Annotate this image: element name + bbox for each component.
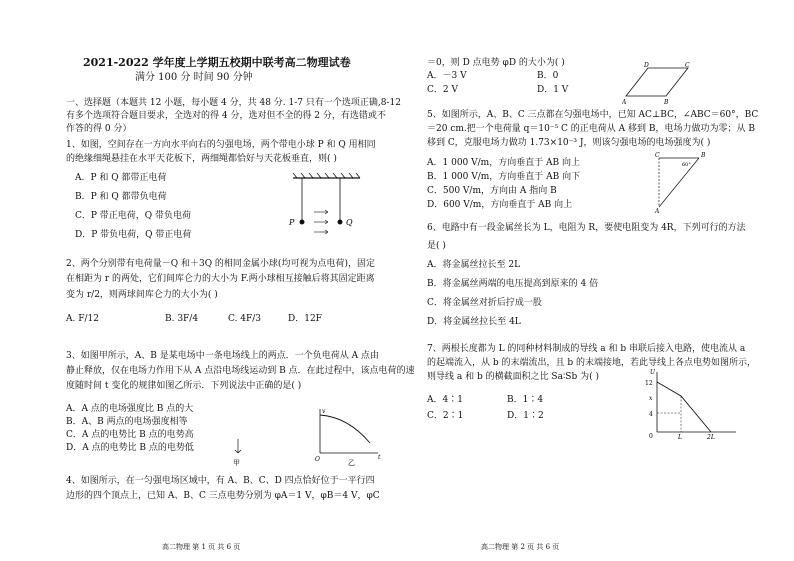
page-footer: 高二物理 第 1 页 共 6 页 [162,543,241,551]
question-2-option-c: C. 4F/3 [228,314,262,324]
question-4-stem: 边形的四个顶点上，已知 A、B、C 三点电势分别为 φA＝1 V，φB＝4 V，φC [66,491,380,501]
question-5-stem: 移到 C，克服电场力做功 1.73×10⁻³ J，则该匀强电场的电场强度为( ) [427,138,711,148]
question-2-stem: 在相距为 r 的两处，它们间库仑力的大小为 F.两小球相互接触后将其固定距离 [66,274,375,284]
svg-text:U: U [650,369,656,376]
section-instructions-line: 一、选择题（本题共 12 小题，每小题 4 分，共 48 分. 1-7 只有一个选项正确,8-12 [66,98,401,108]
svg-text:x: x [649,395,653,402]
svg-text:A: A [622,99,627,104]
question-4-figure [622,60,692,104]
question-3-option-d: D．A 点的电势比 B 点的电势低 [66,443,194,453]
question-4-option-c: C．2 V [427,85,458,95]
svg-text:60°: 60° [682,162,691,168]
axis-label-t: t [378,454,381,461]
page-2 [397,0,794,561]
question-6-option-a: A．将金属丝拉长至 2L [427,260,521,270]
question-5-option-d: D．600 V/m，方向垂直于 AB 向上 [427,200,573,210]
question-5-option-c: C．500 V/m，方向由 A 指向 B [427,186,557,196]
question-3-stem: 静止释放，仅在电场力作用下从 A 点沿电场线运动到 B 点．在此过程中，该点电荷的速 [66,366,415,376]
svg-text:2L: 2L [707,434,715,440]
svg-text:L: L [678,434,682,440]
question-5-option-b: B．1 000 V/m，方向垂直于 AB 向下 [427,172,581,182]
figure-label-jia: 甲 [233,459,240,467]
question-1-option-a: A．P 和 Q 都带正电荷 [75,173,167,183]
question-2-option-a: A. F/12 [66,314,99,324]
question-7-option-d: D．1∶2 [507,411,544,421]
question-2-stem: 变为 r/2，则两球间库仑力的大小为( ) [66,290,218,300]
question-1-option-b: B．P 和 Q 都带负电荷 [75,192,167,202]
question-4-option-b: B．0 [537,71,559,81]
svg-text:A: A [655,208,660,214]
question-7-figure [641,368,741,440]
question-2-option-b: B. 3F/4 [165,314,199,324]
exam-title: 2021-2022 学年度上学期五校期中联考高二物理试卷 [83,56,351,69]
question-6-option-c: C．将金属丝对折后拧成一股 [427,298,542,308]
question-6-stem: 是( ) [427,241,446,251]
question-3-option-c: C．A 点的电势比 B 点的电势高 [66,430,194,440]
svg-text:B: B [701,152,706,159]
question-3-option-a: A．A 点的电场强度比 B 点的大 [66,404,194,414]
exam-subtitle: 满分 100 分 时间 90 分钟 [135,72,253,83]
question-4-option-d: D．1 V [537,85,569,95]
question-1-stem: 1、如图，空间存在一方向水平向右的匀强电场，两个带电小球 P 和 Q 用相同 [66,140,376,150]
svg-text:B: B [664,99,669,104]
question-5-figure [649,152,709,214]
label-p: P [289,218,295,227]
label-q: Q [346,218,353,227]
question-5-stem: ＝20 cm.把一个电荷量 q＝10⁻⁵ C 的正电荷从 A 移到 B，电场力做功为零；从 B [427,124,755,134]
svg-text:C: C [655,152,660,159]
question-3-stem: 度随时间 t 变化的规律如图乙所示．下列说法中正确的是( ) [66,381,302,391]
svg-text:C: C [685,62,690,69]
question-4-stem: 4、如图所示，在一匀强电场区域中，有 A、B、C、D 四点恰好位于一平行四 [66,476,375,486]
question-3-stem: 3、如图甲所示，A、B 是某电场中一条电场线上的两点．一个负电荷从 A 点由 [66,351,379,361]
figure-label-yi: 乙 [348,459,355,467]
svg-text:D: D [644,62,649,69]
section-instructions-line: 有多个选项符合题目要求，全选对的得 4 分，选对但不全的得 2 分，有选错或不 [66,111,386,121]
question-6-stem: 6、电路中有一段金属丝长为 L，电阻为 R，要使电阻变为 4R，下列可行的方法 [427,223,746,233]
question-7-option-c: C．2∶1 [427,411,464,421]
question-3-figure [220,405,390,467]
question-1-figure [288,172,368,242]
axis-label-v: v [322,408,326,415]
page-footer: 高二物理 第 2 页 共 6 页 [481,543,560,551]
question-5-stem: 5、如图所示，A、B、C 三点都在匀强电场中，已知 AC⊥BC，∠ABC＝60°，BC [427,110,759,120]
question-4-continued: ＝0，则 D 点电势 φD 的大小为( ) [427,58,565,68]
question-7-option-b: B．1∶4 [507,395,544,405]
question-1-option-c: C．P 带正电荷，Q 带负电荷 [75,211,192,221]
axis-origin: O [315,456,320,463]
question-7-stem: 则导线 a 和 b 的横截面积之比 Sa∶Sb 为( ) [427,372,599,382]
question-1-option-d: D．P 带负电荷，Q 带正电荷 [75,230,192,240]
section-instructions-line: 作答的得 0 分） [66,124,132,134]
question-1-stem: 的绝缘细绳悬挂在水平天花板下，两细绳都恰好与天花板垂直，则( ) [66,154,337,164]
svg-text:0: 0 [649,433,653,440]
svg-text:12: 12 [645,380,653,387]
question-7-option-a: A．4∶1 [427,395,463,405]
question-2-option-d: D．12F [288,314,322,324]
question-7-stem: 的起端流入，从 b 的末端流出，且 b 的末端接地，若此导线上各点电势如图所示， [427,358,756,368]
question-7-stem: 7、两根长度都为 L 的同种材料制成的导线 a 和 b 串联后接入电路，使电流从 a [427,344,746,354]
question-5-option-a: A．1 000 V/m，方向垂直于 AB 向上 [427,158,581,168]
question-6-option-b: B．将金属丝两端的电压提高到原来的 4 倍 [427,279,599,289]
question-4-option-a: A．－3 V [427,71,467,81]
question-6-option-d: D．将金属丝拉长至 4L [427,317,521,327]
svg-text:4: 4 [649,411,653,418]
question-3-option-b: B．A、B 两点的电场强度相等 [66,417,188,427]
question-2-stem: 2、两个分别带有电荷量－Q 和＋3Q 的相同金属小球(均可视为点电荷)，固定 [66,259,375,269]
